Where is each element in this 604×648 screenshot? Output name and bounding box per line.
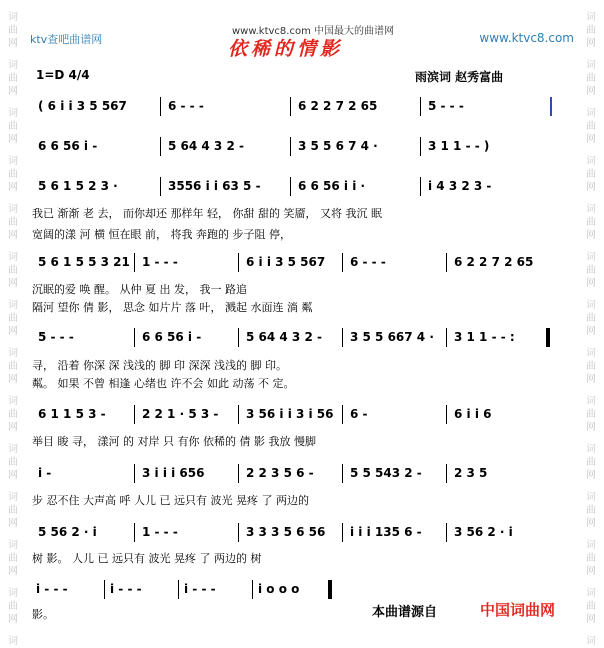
barline	[238, 523, 239, 542]
watermark-glyph: 网	[586, 38, 596, 49]
watermark-glyph: 词	[8, 108, 18, 119]
watermark-glyph: 曲	[586, 505, 596, 516]
watermark-glyph: 词	[586, 396, 596, 407]
right-watermark	[578, 0, 604, 648]
watermark-glyph: 词	[586, 636, 596, 647]
watermark-glyph: 网	[586, 278, 596, 289]
lyric-line: 寻， 沿着 你深 深 浅浅的 脚 印 深深 浅浅的 脚 印。	[32, 359, 287, 372]
measure: 6 -	[350, 407, 368, 421]
measure: 5 64 4 3 2 -	[246, 330, 322, 344]
measure: 6 2 2 7 2 65	[298, 99, 378, 113]
watermark-glyph: 网	[586, 326, 596, 337]
measure: 2 3 5	[454, 466, 488, 480]
watermark-glyph: 词	[8, 444, 18, 455]
barline	[160, 177, 161, 196]
barline	[420, 177, 421, 196]
watermark-glyph: 网	[586, 614, 596, 625]
watermark-glyph: 词	[8, 252, 18, 263]
lyric-line: 影。	[32, 608, 54, 621]
notation-system-7	[32, 466, 552, 484]
watermark-glyph: 词	[8, 348, 18, 359]
measure: i i i 135 6 -	[350, 525, 422, 539]
watermark-glyph: 曲	[8, 601, 18, 612]
barline	[290, 137, 291, 156]
barline	[160, 97, 161, 116]
watermark-glyph: 词	[8, 12, 18, 23]
measure: 6 6 56 i i ·	[298, 179, 366, 193]
lyric-line: 粼。 如果 不曾 相逢 心绪也 许不会 如此 动荡 不 定。	[32, 377, 295, 390]
measure: 2 2 1 · 5 3 -	[142, 407, 219, 421]
watermark-glyph: 曲	[8, 265, 18, 276]
watermark-glyph: 网	[8, 38, 18, 49]
measure: 6 1 1 5 3 -	[38, 407, 106, 421]
watermark-glyph: 词	[8, 588, 18, 599]
site-banner-center[interactable]: www.ktvc8.com 中国最大的曲谱网	[232, 26, 395, 37]
watermark-glyph: 网	[8, 86, 18, 97]
watermark-glyph: 词	[8, 156, 18, 167]
lyric-line: 步 忍不住 大声高 呼 人儿 已 远只有 波光 晃疼 了 两边的	[32, 494, 309, 507]
barline	[342, 405, 343, 424]
lyric-line: 树 影。 人儿 已 远只有 波光 晃疼 了 两边的 树	[32, 552, 262, 565]
barline	[238, 405, 239, 424]
barline	[550, 97, 552, 116]
watermark-glyph: 词	[8, 204, 18, 215]
watermark-glyph: 网	[8, 134, 18, 145]
watermark-glyph: 曲	[586, 25, 596, 36]
watermark-glyph: 曲	[586, 313, 596, 324]
song-title: 依稀的情影	[228, 38, 344, 60]
notation-system-9	[32, 582, 552, 600]
watermark-glyph: 词	[8, 492, 18, 503]
measure: 1 - - -	[142, 255, 178, 269]
measure: 3 5 5 6 7 4 ·	[298, 139, 378, 153]
notation-system-5	[32, 330, 552, 348]
source-label: 本曲谱源自	[372, 605, 438, 620]
watermark-glyph: 词	[586, 108, 596, 119]
barline	[134, 253, 135, 272]
measure: 6 6 56 i -	[142, 330, 202, 344]
measure: 3 56 i i 3 i 56	[246, 407, 334, 421]
barline	[446, 253, 447, 272]
barline	[238, 328, 239, 347]
watermark-glyph: 曲	[8, 169, 18, 180]
notation-system-3	[32, 179, 552, 197]
measure: i 4 3 2 3 -	[428, 179, 492, 193]
watermark-glyph: 词	[586, 60, 596, 71]
measure: 3 i i i 656	[142, 466, 205, 480]
measure: 6 - - -	[350, 255, 386, 269]
watermark-glyph: 词	[586, 588, 596, 599]
watermark-glyph: 曲	[8, 553, 18, 564]
watermark-glyph: 网	[8, 326, 18, 337]
barline	[160, 137, 161, 156]
watermark-glyph: 词	[8, 540, 18, 551]
watermark-glyph: 曲	[586, 217, 596, 228]
watermark-glyph: 网	[586, 134, 596, 145]
watermark-glyph: 词	[8, 636, 18, 647]
barline	[342, 464, 343, 483]
song-credits: 雨滨词 赵秀富曲	[415, 70, 504, 84]
source-site-link[interactable]: 中国词曲网	[480, 601, 556, 619]
notation-system-2	[32, 139, 552, 157]
watermark-glyph: 网	[8, 422, 18, 433]
measure: 3 5 5 667 4 ·	[350, 330, 434, 344]
watermark-glyph: 网	[8, 470, 18, 481]
measure: 3 1 1 - - :	[454, 330, 515, 344]
measure: i - - -	[36, 582, 68, 596]
watermark-glyph: 网	[586, 182, 596, 193]
barline	[252, 580, 253, 599]
lyric-line: 隔河 望你 倩 影， 思念 如片片 落 叶， 溅起 水面连 淌 粼	[32, 301, 313, 314]
barline	[446, 464, 447, 483]
barline	[342, 328, 343, 347]
lyric-line: 我已 渐渐 老 去， 而你却还 那样年 轻， 你甜 甜的 笑靥， 又将 我沉 眠	[32, 207, 382, 220]
watermark-glyph: 曲	[586, 457, 596, 468]
watermark-glyph: 曲	[586, 409, 596, 420]
lyric-line: 沉眠的爱 唤 醒。 从仲 夏 出 发， 我一 路追	[32, 283, 247, 296]
barline	[446, 328, 447, 347]
measure: 6 i i 6	[454, 407, 492, 421]
barline	[134, 464, 135, 483]
watermark-glyph: 曲	[586, 553, 596, 564]
watermark-glyph: 词	[586, 156, 596, 167]
watermark-glyph: 词	[586, 492, 596, 503]
watermark-glyph: 曲	[586, 73, 596, 84]
measure: 5 5 543 2 -	[350, 466, 422, 480]
watermark-glyph: 网	[8, 518, 18, 529]
measure: 2 2 3 5 6 -	[246, 466, 314, 480]
watermark-glyph: 曲	[586, 169, 596, 180]
watermark-glyph: 词	[8, 396, 18, 407]
watermark-glyph: 网	[8, 566, 18, 577]
measure: 5 56 2 · i	[38, 525, 97, 539]
measure: 6 6 56 i -	[38, 139, 98, 153]
barline	[290, 97, 291, 116]
final-barline	[328, 580, 332, 599]
watermark-glyph: 曲	[586, 361, 596, 372]
watermark-glyph: 网	[8, 230, 18, 241]
measure: ( 6 i i 3 5 567	[38, 99, 127, 113]
watermark-glyph: 曲	[8, 505, 18, 516]
barline	[134, 405, 135, 424]
watermark-glyph: 曲	[586, 601, 596, 612]
watermark-glyph: 网	[586, 86, 596, 97]
site-name-left[interactable]: ktv查吧曲谱网	[30, 33, 103, 46]
measure: 3 3 3 5 6 56	[246, 525, 326, 539]
barline	[342, 253, 343, 272]
notation-system-1	[32, 99, 552, 117]
barline	[446, 523, 447, 542]
site-url-right[interactable]: www.ktvc8.com	[479, 31, 574, 45]
barline	[238, 464, 239, 483]
watermark-glyph: 网	[586, 230, 596, 241]
watermark-glyph: 曲	[586, 265, 596, 276]
barline	[420, 137, 421, 156]
watermark-glyph: 网	[8, 614, 18, 625]
watermark-glyph: 网	[8, 182, 18, 193]
watermark-glyph: 网	[586, 422, 596, 433]
watermark-glyph: 曲	[8, 313, 18, 324]
notation-system-8	[32, 525, 552, 543]
barline	[420, 97, 421, 116]
watermark-glyph: 曲	[8, 73, 18, 84]
measure: 6 i i 3 5 567	[246, 255, 326, 269]
notation-system-6	[32, 407, 552, 425]
final-barline	[546, 328, 550, 347]
measure: 5 6 1 5 2 3 ·	[38, 179, 118, 193]
measure: 3556 i i 63 5 -	[168, 179, 261, 193]
measure: 5 64 4 3 2 -	[168, 139, 244, 153]
watermark-glyph: 曲	[8, 457, 18, 468]
watermark-glyph: 网	[8, 374, 18, 385]
measure: i -	[38, 466, 52, 480]
barline	[238, 253, 239, 272]
watermark-glyph: 词	[586, 204, 596, 215]
watermark-glyph: 词	[586, 444, 596, 455]
measure: 5 6 1 5 5 3 21	[38, 255, 130, 269]
watermark-glyph: 曲	[586, 121, 596, 132]
watermark-glyph: 曲	[8, 217, 18, 228]
barline	[446, 405, 447, 424]
watermark-glyph: 曲	[8, 409, 18, 420]
watermark-glyph: 词	[586, 252, 596, 263]
measure: 6 2 2 7 2 65	[454, 255, 534, 269]
watermark-glyph: 网	[8, 278, 18, 289]
lyric-line: 举目 睃 寻， 漾河 的 对岸 只 有你 依稀的 倩 影 我放 慢脚	[32, 435, 316, 448]
watermark-glyph: 网	[586, 470, 596, 481]
watermark-glyph: 词	[8, 300, 18, 311]
watermark-glyph: 词	[586, 540, 596, 551]
measure: 3 1 1 - - )	[428, 139, 490, 153]
measure: 6 - - -	[168, 99, 204, 113]
measure: 3 56 2 · i	[454, 525, 513, 539]
key-time-signature: 1=D 4/4	[36, 68, 90, 82]
measure: i o o o	[258, 582, 300, 596]
watermark-glyph: 曲	[8, 25, 18, 36]
barline	[104, 580, 105, 599]
barline	[178, 580, 179, 599]
left-watermark	[0, 0, 26, 648]
watermark-glyph: 词	[8, 60, 18, 71]
watermark-glyph: 网	[586, 374, 596, 385]
measure: i - - -	[110, 582, 142, 596]
barline	[134, 523, 135, 542]
notation-system-4	[32, 255, 552, 273]
measure: 1 - - -	[142, 525, 178, 539]
watermark-glyph: 曲	[8, 121, 18, 132]
watermark-glyph: 词	[586, 12, 596, 23]
lyric-line: 宽阔的漾 河 横 恒在眼 前， 将我 奔跑的 步子阻 停，	[32, 228, 291, 241]
watermark-glyph: 网	[586, 518, 596, 529]
barline	[342, 523, 343, 542]
barline	[134, 328, 135, 347]
barline	[290, 177, 291, 196]
watermark-glyph: 词	[586, 300, 596, 311]
watermark-glyph: 词	[586, 348, 596, 359]
measure: i - - -	[184, 582, 216, 596]
measure: 5 - - -	[38, 330, 74, 344]
measure: 5 - - -	[428, 99, 464, 113]
watermark-glyph: 网	[586, 566, 596, 577]
watermark-glyph: 曲	[8, 361, 18, 372]
